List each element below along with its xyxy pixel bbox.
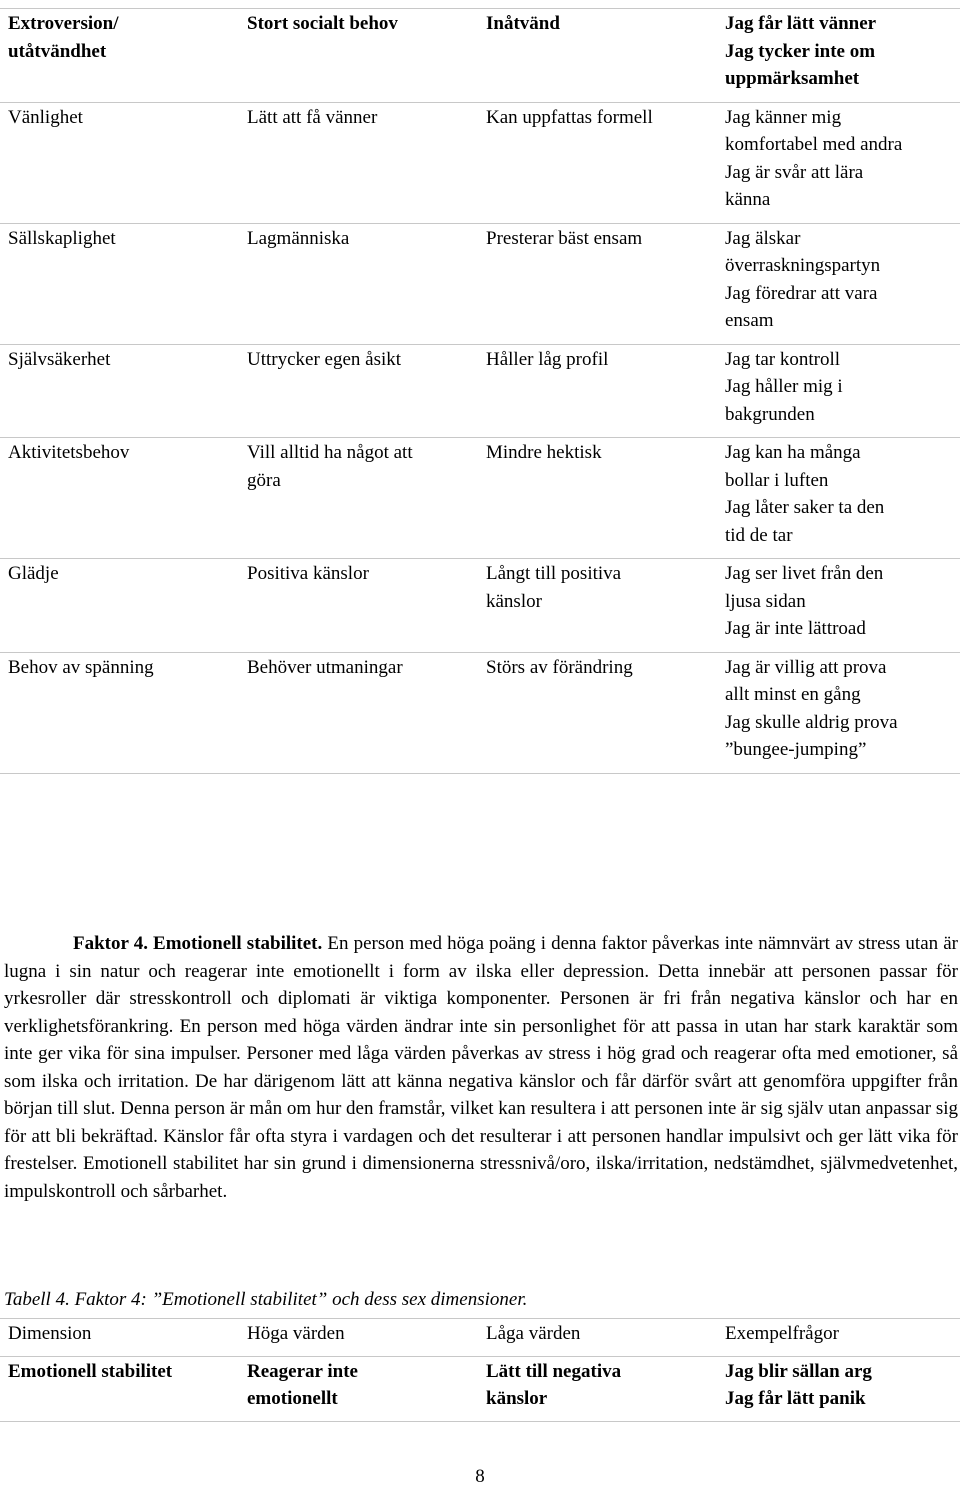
cell-line: Jag känner mig [725,106,842,128]
cell-line: Behöver utmaningar [247,656,403,678]
cell-line: Vänlighet [8,106,83,128]
table-row [0,559,960,653]
table-cell [0,223,239,344]
cell-line: Stort socialt behov [247,13,398,34]
cell-line: Jag låter saker ta den [725,497,885,518]
cell-line: göra [247,469,281,491]
table-cell [478,102,717,223]
cell-line: Jag är inte lättroad [725,618,866,639]
cell-line: Jag föredrar att vara [725,282,878,304]
cell-line: Behov av spänning [8,656,154,678]
cell-line: överraskningspartyn [725,255,881,276]
header-low-values: Låga värden [486,1323,581,1344]
cell-line: Vill alltid ha något att [247,442,413,463]
table-row [0,102,960,223]
cell-line: allt minst en gång [725,684,861,705]
cell-line: Jag skulle aldrig prova [725,711,898,733]
cell-line: Uttrycker egen åsikt [247,348,402,370]
cell-line: Inåtvänd [486,13,560,34]
cell-line: ”bungee-jumping” [725,739,867,760]
personality-dimensions-table [0,8,960,774]
cell-line: Jag är svår att lära [725,161,864,183]
cell-line: Jag får lätt panik [725,1388,866,1409]
cell-line: Lätt att få vänner [247,106,378,128]
cell-line: uppmärksamhet [725,68,860,89]
table-cell [239,344,478,438]
table-cell [717,1356,960,1421]
cell-line: Lagmänniska [247,227,350,249]
table-cell [0,102,239,223]
cell-line: Långt till positiva [486,563,622,584]
section-heading: Faktor 4. Emotionell stabilitet. [73,933,323,954]
cell-line: ensam [725,310,774,331]
cell-line: Jag är villig att prova [725,656,887,678]
table-cell [0,344,239,438]
cell-line: Jag får lätt vänner [725,13,877,34]
cell-line: Mindre hektisk [486,442,602,463]
table-cell [239,1356,478,1421]
table-cell [717,438,960,559]
table-cell [478,652,717,773]
table-cell [478,344,717,438]
cell-line: tid de tar [725,524,793,546]
table-cell [717,9,960,103]
table-header-row [0,1319,960,1357]
page-number: 8 [475,1466,485,1487]
cell-line: Reagerar inte [247,1360,358,1382]
cell-line: Jag blir sällan arg [725,1360,872,1382]
cell-line: utåtvändhet [8,40,107,62]
cell-line: Jag ser livet från den [725,563,884,584]
table-cell [239,223,478,344]
header-example-questions: Exempelfrågor [725,1323,839,1344]
table-cell [0,9,239,103]
cell-line: bollar i luften [725,469,829,491]
table-cell [0,652,239,773]
table-cell [478,438,717,559]
table-cell [717,223,960,344]
cell-line: Aktivitetsbehov [8,442,130,463]
cell-line: Jag tar kontroll [725,348,841,370]
cell-line: Håller låg profil [486,348,609,370]
cell-line: Emotionell stabilitet [8,1360,173,1382]
cell-line: Jag håller mig i [725,376,843,397]
cell-line: Jag älskar [725,227,801,249]
cell-line: Jag kan ha många [725,442,861,463]
table-cell [478,223,717,344]
table-cell [0,1356,239,1421]
cell-line: komfortabel med andra [725,134,903,155]
header-high-values: Höga värden [247,1323,345,1344]
cell-line: känna [725,189,771,210]
table-cell [478,1356,717,1421]
table-caption: Tabell 4. Faktor 4: ”Emotionell stabilitet” och dess sex dimensioner. [4,1289,528,1310]
table-cell [239,438,478,559]
table-cell [717,559,960,653]
cell-line: känslor [486,1388,548,1409]
cell-line: emotionellt [247,1388,338,1409]
table-row [0,344,960,438]
cell-line: Positiva känslor [247,563,369,584]
cell-line: Jag tycker inte om [725,40,876,62]
table-row [0,9,960,103]
cell-line: ljusa sidan [725,590,806,612]
table-row [0,652,960,773]
table-row [0,1356,960,1421]
cell-line: bakgrunden [725,403,815,425]
table-cell [239,559,478,653]
cell-line: Glädje [8,563,59,584]
table-cell [478,9,717,103]
table-row [0,223,960,344]
table-cell [239,102,478,223]
table-cell [717,652,960,773]
cell-line: Störs av förändring [486,656,633,678]
table-row [0,438,960,559]
cell-line: Självsäkerhet [8,348,111,370]
section-body: En person med höga poäng i denna faktor påverkas inte nämnvärt av stress utan är lugna i sin natur och reagerar inte emotionellt i form av ilska eller depression. Detta innebär att personen passar för yrkesroller där stresskontroll och diplomati är viktiga komponenter. Personen är fri från negativa känslor och har en verklighetsförankring. En person med höga värden ändrar inte sin personlighet för att passa in utan har stark karaktär som inte ger vika för sina impulser. Personer med låga värden påverkas av stress i hög grad och reagerar ofta med emotioner, så som ilska och irritation. De har därigenom lätt att känna negativa känslor och får därför svårt att genomföra uppgifter från början till slut. Denna person är mån om hur den framstår, vilket kan resultera i att personen inte är sig själv utan anpassar sig för att bli bekräftad. Känslor får ofta styra i vardagen och det resulterar i att personen handlar impulsivt och ger lätt vika för frestelser. Emotionell stabilitet har sin grund i dimensionerna stressnivå/oro, ilska/irritation, nedstämdhet, självmedvetenhet, impulskontroll och sårbarhet. [4,933,958,1202]
cell-line: Extroversion/ [8,13,119,34]
cell-line: Sällskaplighet [8,227,116,249]
table-cell [0,438,239,559]
table-cell [717,344,960,438]
factor-4-section [4,930,958,1205]
cell-line: Lätt till negativa [486,1360,622,1382]
cell-line: Presterar bäst ensam [486,227,643,249]
cell-line: känslor [486,590,542,612]
emotional-stability-table [0,1318,960,1422]
table-cell [239,652,478,773]
table-cell [239,9,478,103]
header-dimension: Dimension [8,1323,92,1344]
table-cell [478,559,717,653]
table-cell [717,102,960,223]
table-cell [0,559,239,653]
cell-line: Kan uppfattas formell [486,106,653,128]
